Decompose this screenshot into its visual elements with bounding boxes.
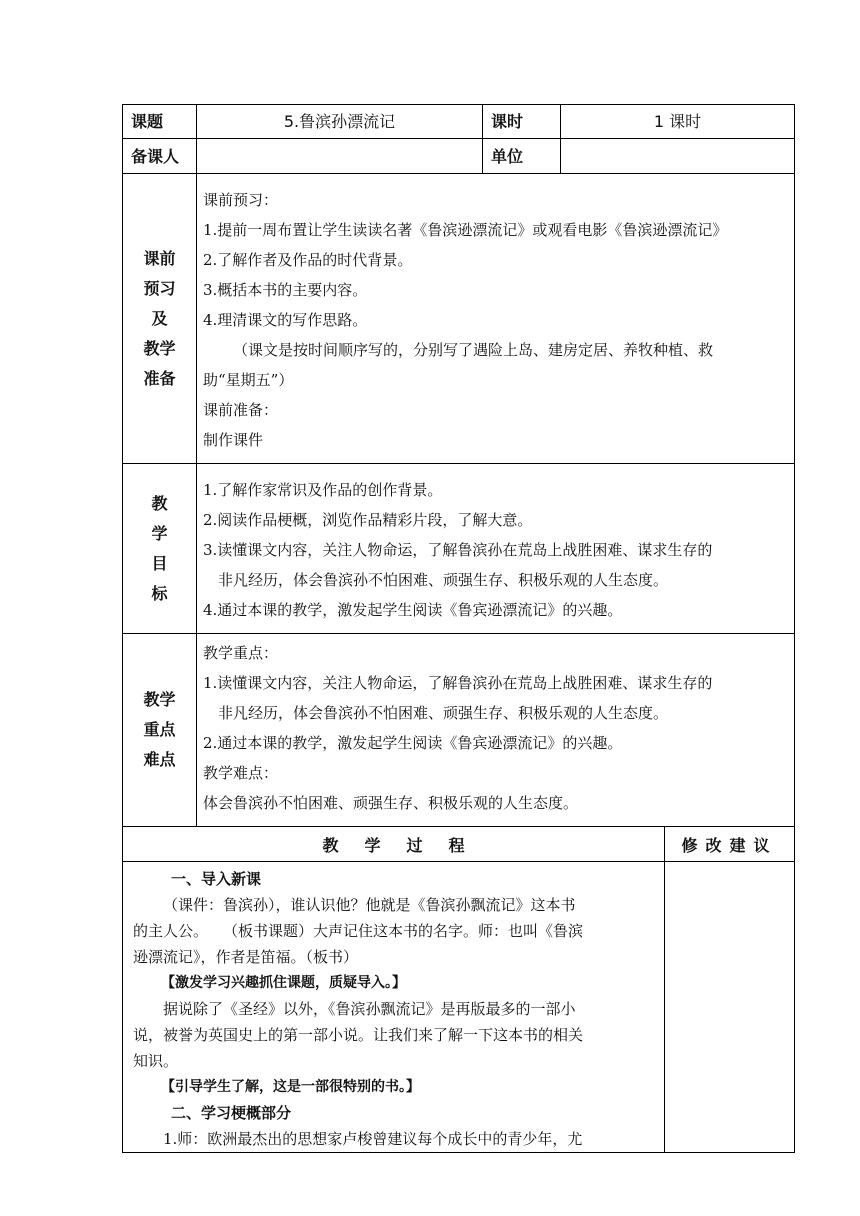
lesson-plan-table	[122, 104, 795, 1153]
process-header: 教学过程	[123, 827, 665, 862]
preview-line: （课文是按时间顺序写的，分别写了遇险上岛、建房定居、养牧种植、救	[233, 341, 714, 359]
process-note: 【引导学生了解，这是一部很特别的书。】	[161, 1079, 420, 1095]
objective-line: 1.了解作家常识及作品的创作背景。	[203, 481, 443, 499]
keypoints-label-line: 难点	[143, 750, 176, 769]
preview-label-line: 准备	[143, 368, 176, 388]
process-line: 的主人公。 （板书课题）大声记住这本书的名字。师：也叫《鲁滨	[133, 922, 584, 940]
keypoint-line: 体会鲁滨孙不怕困难、顽强生存、积极乐观的人生态度。	[203, 794, 579, 812]
process-line: 据说除了《圣经》以外，《鲁滨孙飘流记》是再版最多的一部小	[163, 1000, 576, 1018]
keypoint-line: 教学难点：	[203, 764, 279, 782]
process-line: 知识。	[133, 1052, 179, 1070]
objectives-label-line: 教	[151, 493, 168, 513]
keypoints-content	[197, 634, 795, 827]
process-note: 【激发学习兴趣抓住课题，质疑导入。】	[161, 975, 406, 991]
preview-line: 制作课件	[203, 431, 264, 449]
topic-row	[123, 105, 795, 139]
preparer-label: 备课人	[123, 139, 197, 174]
keypoint-line: 1.读懂课文内容，关注人物命运，了解鲁滨孙在荒岛上战胜困难、谋求生存的	[203, 674, 713, 692]
process-section-title: 一、导入新课	[171, 870, 262, 888]
keypoints-label-line: 教学	[143, 690, 176, 709]
preview-label	[123, 174, 197, 464]
hours-value: 1 课时	[561, 105, 795, 139]
process-header-row	[123, 827, 795, 862]
preparer-row	[123, 139, 795, 174]
suggestions-header: 修改建议	[665, 827, 795, 862]
preview-line: 3.概括本书的主要内容。	[203, 281, 368, 299]
objectives-label-line: 目	[151, 553, 168, 573]
preview-line: 1.提前一周布置让学生读读名著《鲁滨逊漂流记》或观看电影《鲁滨逊漂流记》	[203, 221, 728, 239]
hours-label: 课时	[483, 105, 561, 139]
preview-label-line: 及	[151, 308, 168, 328]
process-content	[123, 862, 665, 1153]
preview-line: 4.理清课文的写作思路。	[203, 311, 368, 329]
objective-line: 4.通过本课的教学，激发起学生阅读《鲁宾逊漂流记》的兴趣。	[203, 601, 623, 619]
objectives-content	[197, 464, 795, 634]
process-row	[123, 862, 795, 1153]
suggestions-content	[665, 862, 795, 1153]
unit-label: 单位	[483, 139, 561, 174]
objective-line: 3.读懂课文内容，关注人物命运，了解鲁滨孙在荒岛上战胜困难、谋求生存的	[203, 541, 713, 559]
objectives-row	[123, 464, 795, 634]
process-section-title: 二、学习梗概部分	[171, 1104, 292, 1122]
objectives-label	[123, 464, 197, 634]
preview-content	[197, 174, 795, 464]
process-line: （课件：鲁滨孙），谁认识他？他就是《鲁滨孙飘流记》这本书	[163, 896, 576, 914]
preview-line: 2.了解作者及作品的时代背景。	[203, 251, 413, 269]
preview-label-line: 课前	[143, 248, 176, 268]
preview-line: 课前准备：	[203, 401, 279, 419]
keypoints-label	[123, 634, 197, 827]
objective-line: 非凡经历，体会鲁滨孙不怕困难、顽强生存、积极乐观的人生态度。	[218, 571, 669, 589]
keypoint-line: 教学重点：	[203, 644, 279, 662]
preview-line: 课前预习：	[203, 191, 279, 209]
objective-line: 2.阅读作品梗概，浏览作品精彩片段，了解大意。	[203, 511, 533, 529]
preview-row	[123, 174, 795, 464]
preview-label-line: 教学	[143, 338, 176, 358]
keypoints-row	[123, 634, 795, 827]
topic-label: 课题	[123, 105, 197, 139]
keypoint-line: 非凡经历，体会鲁滨孙不怕困难、顽强生存、积极乐观的人生态度。	[218, 704, 669, 722]
preview-label-line: 预习	[143, 278, 176, 298]
topic-value: 5.鲁滨孙漂流记	[197, 105, 483, 139]
unit-value	[561, 139, 795, 174]
keypoints-label-line: 重点	[143, 720, 176, 739]
objectives-label-line: 学	[151, 523, 168, 543]
objectives-label-line: 标	[151, 583, 168, 603]
keypoint-line: 2.通过本课的教学，激发起学生阅读《鲁宾逊漂流记》的兴趣。	[203, 734, 623, 752]
process-line: 说，被誉为英国史上的第一部小说。让我们来了解一下这本书的相关	[133, 1026, 584, 1044]
process-line: 逊漂流记》，作者是笛福。（板书）	[133, 948, 359, 966]
preview-line: 助“星期五”）	[203, 371, 294, 389]
preparer-value	[197, 139, 483, 174]
process-line: 1.师：欧洲最杰出的思想家卢梭曾建议每个成长中的青少年，尤	[163, 1130, 583, 1148]
